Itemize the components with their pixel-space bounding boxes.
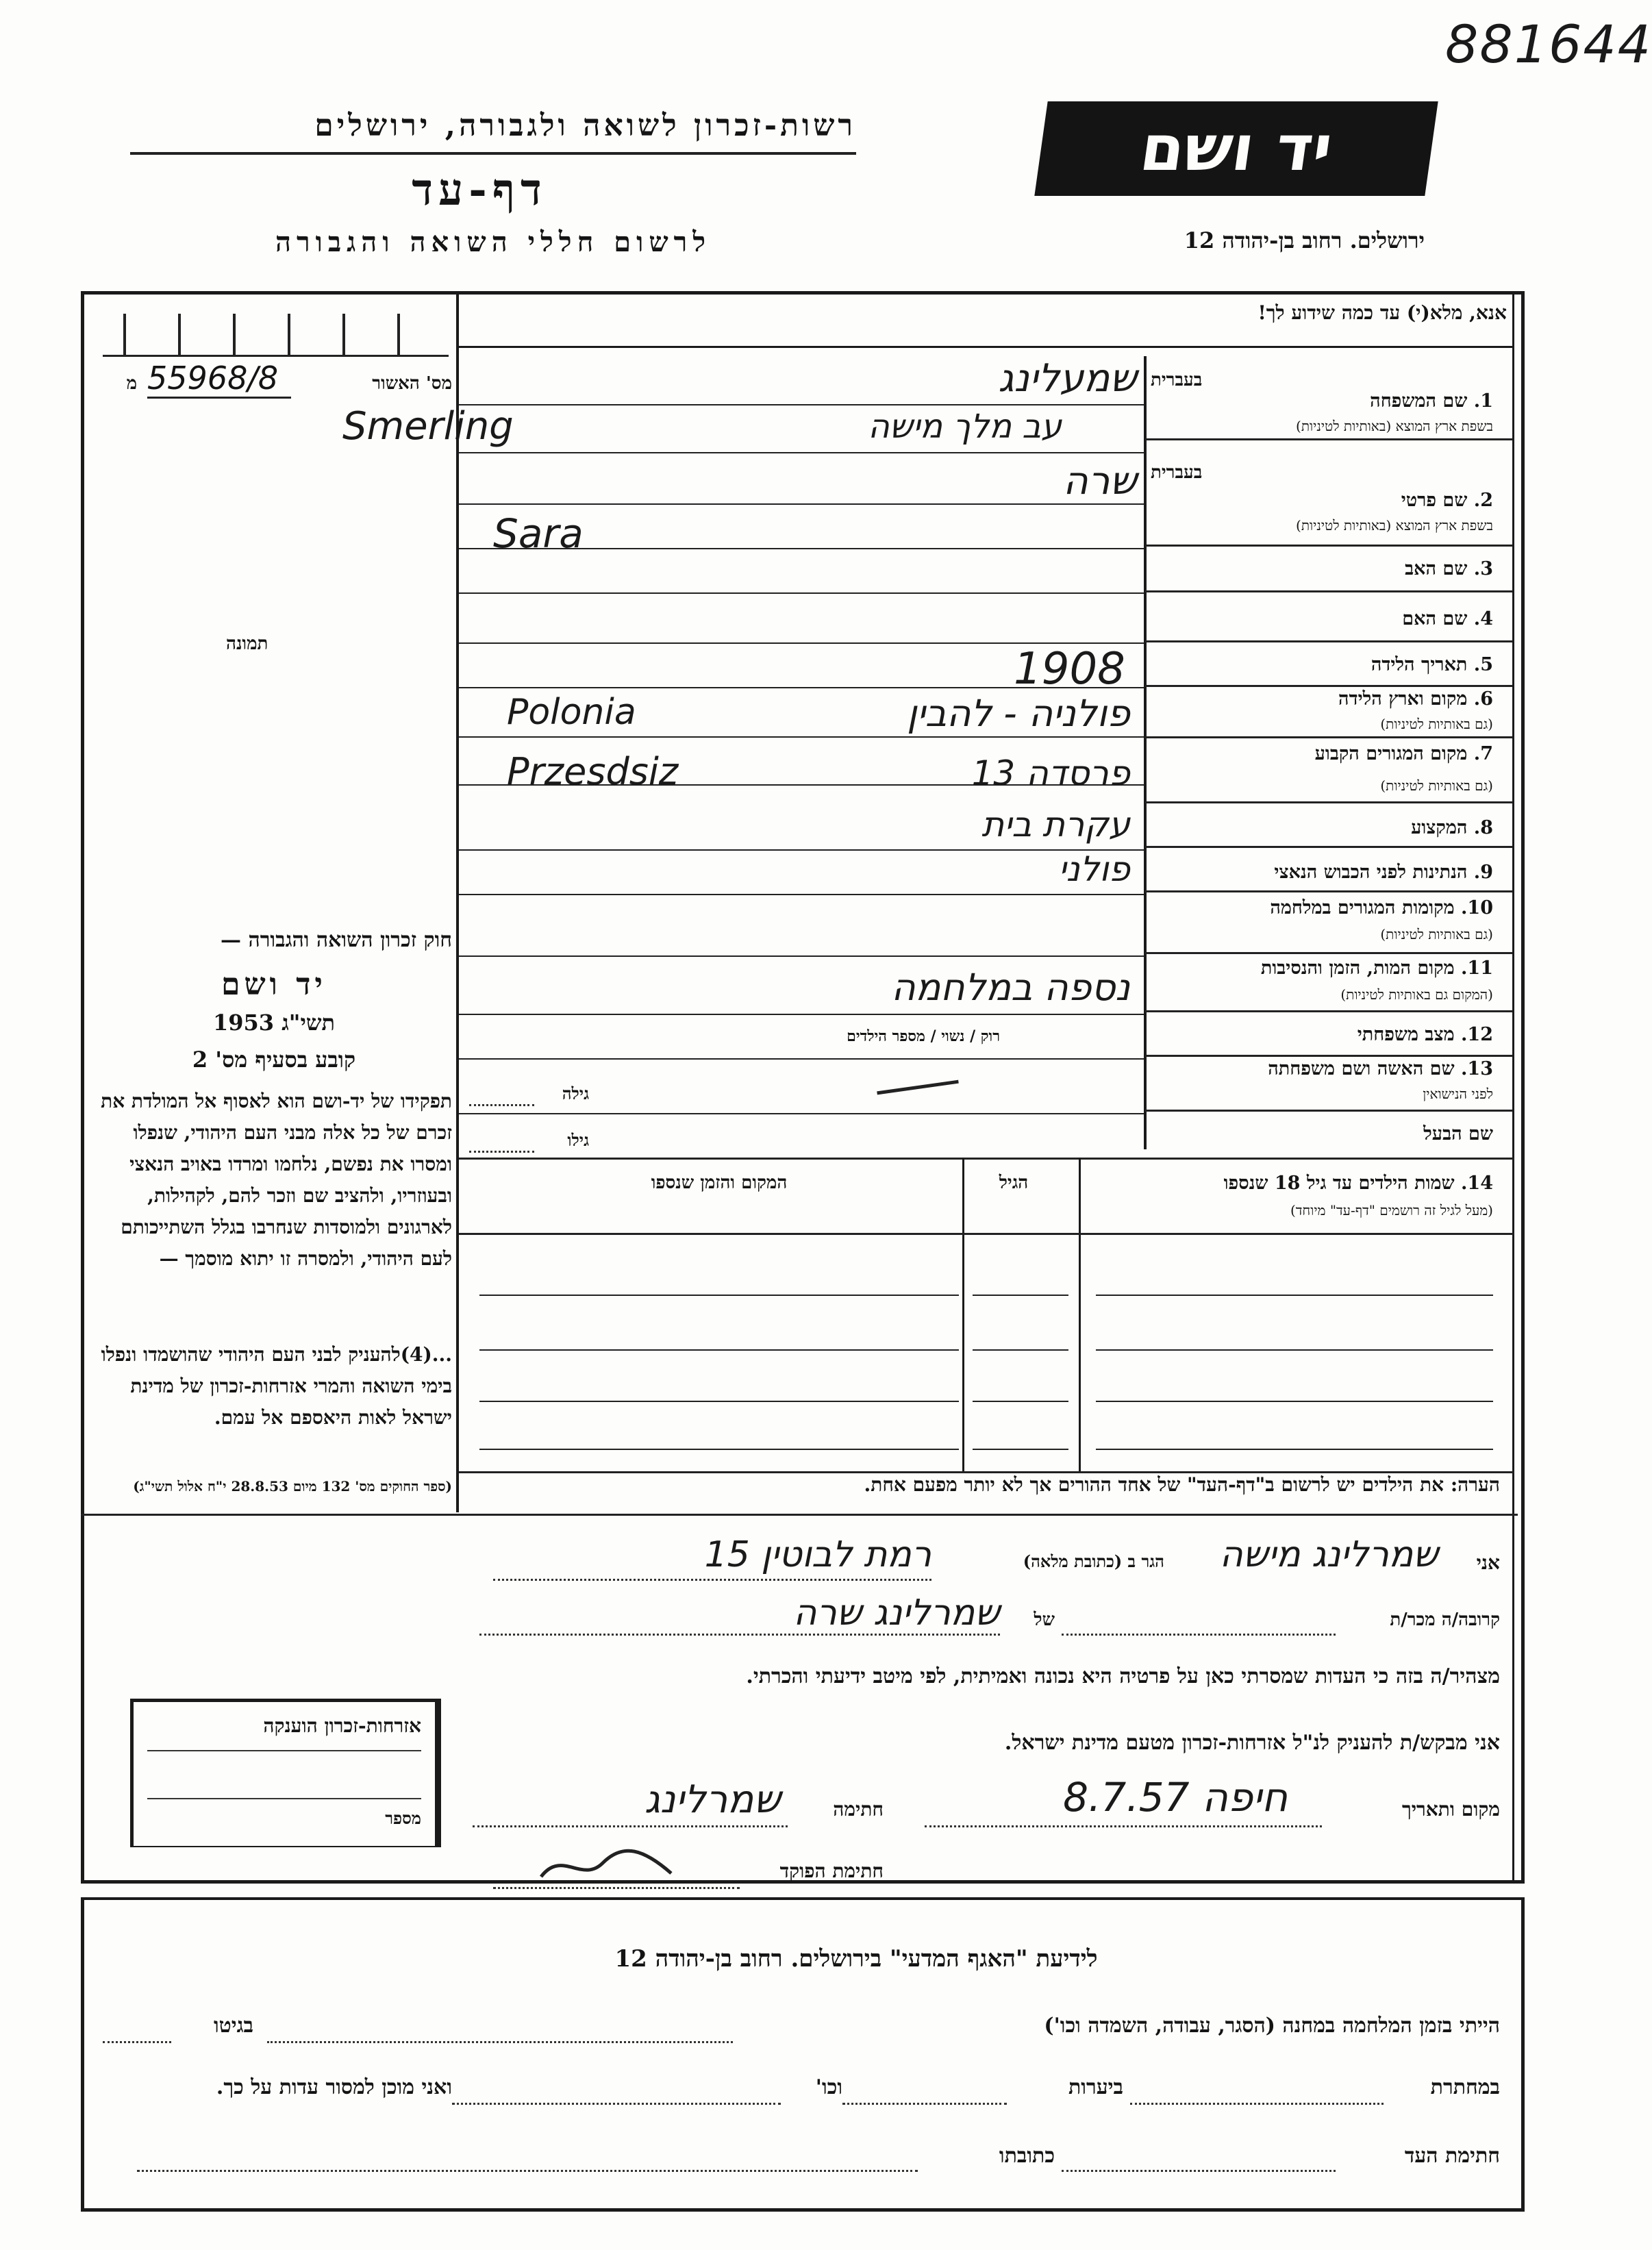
form-title: דף-עד <box>412 164 547 216</box>
field-2-tag: בעברית <box>1151 462 1203 483</box>
bottom-line3-a: חתימת העד <box>1404 2144 1500 2168</box>
law-name: יד ושם <box>221 967 327 1002</box>
children-sub: (מעל לגיל זה רושמים "דף-עד" מיוחד) <box>1290 1202 1493 1218</box>
field-6-label: 6. מקום וארץ הלידה <box>1338 688 1493 710</box>
field-11-value: נספה במלחמה <box>891 966 1130 1009</box>
label-column-divider <box>1144 356 1147 1149</box>
authority-underline <box>130 152 856 155</box>
bottom-line2-b: ביערות <box>1068 2075 1123 2099</box>
decl-residing: הגר ב (כתובת מלאה) <box>1023 1551 1164 1571</box>
field-5-value: 1908 <box>1014 644 1125 695</box>
inspector-label: חתימת הפוקד <box>779 1860 884 1882</box>
bottom-line2-a: במחתרת <box>1430 2075 1500 2099</box>
field-6-value-latin: Polonia <box>507 692 636 733</box>
field-10-label: 10. מקומות המגורים במלחמה <box>1270 897 1493 918</box>
husband-label: שם הבעל <box>1423 1123 1493 1145</box>
decl-of: של <box>1034 1610 1055 1630</box>
address: ירושלים. רחוב בן-יהודה 12 <box>1184 227 1425 253</box>
inspector-signature <box>534 1842 685 1890</box>
field-8-label: 8. המקצוע <box>1411 817 1493 838</box>
field-9-label: 9. הנתינות לפני הכבוש הנאצי <box>1274 862 1493 883</box>
bottom-title: לידיעת "האגף המדעי" בירושלים. רחוב בן-יהודה 12 <box>614 1945 1098 1973</box>
field-13-label: 13. שם האשה ושם משפחתה <box>1268 1058 1493 1079</box>
field-7-value: פרסדה 13 <box>971 753 1130 793</box>
field-3-label: 3. שם האב <box>1405 558 1493 579</box>
law-year: תשי"ג 1953 <box>213 1010 335 1036</box>
bottom-line3-b: כתובתו <box>999 2144 1055 2168</box>
photo-label: תמונה <box>226 634 268 654</box>
decl-request: אני מבקש/ת להעניק לנ"ל אזרחות-זכרון מטעם מדינת ישראל. <box>1004 1731 1500 1755</box>
field-1-value: שמעלינג <box>998 356 1137 401</box>
decl-of-value: שמרלינג שרה <box>793 1592 1000 1634</box>
yad-vashem-logo <box>1034 101 1438 196</box>
field-2-value: שרה <box>1063 459 1137 503</box>
place-date-label: מקום ותאריך <box>1401 1798 1500 1821</box>
decl-address-value: רמת לבוטין 15 <box>704 1534 931 1575</box>
field-10-sub: (גם באותיות לטיניות) <box>1380 926 1493 942</box>
husband-age-label: גילו <box>567 1130 589 1150</box>
wife-age-label: גילה <box>562 1084 589 1103</box>
signature-label: חתימה <box>833 1798 884 1821</box>
decl-name-value: שמרלינג מישה <box>1219 1534 1438 1575</box>
field-8-value: עקרת בית <box>981 805 1130 845</box>
left-panel-divider <box>456 295 459 1512</box>
archive-number: 881644 <box>1445 14 1652 75</box>
law-text: תפקידו של יד-ושם הוא לאסוף אל המולדת את זכרם של כל אלה מבני העם היהודי, שנפלו ומסרו את נפשם, נלחמו ומרדו באויב הנאצי ובעוזריו, ולהציב שם וזכר להם, לקהילות, לארגונים ולמוסדות שנחרבו בגלל השתייכותם לעם היהודי, ולמסרה זו יתוא מוסמך — <box>101 1090 452 1270</box>
field-12-label: 12. מצב משפחתי <box>1357 1024 1493 1045</box>
signature-value: שמרלינג <box>644 1777 781 1822</box>
field-7-value-latin: Przesdsiz <box>507 750 679 793</box>
field-1-label: 1. שם המשפחה <box>1370 390 1493 412</box>
certificate-title: אזרחות-זכרון הוענקה <box>263 1714 421 1737</box>
field-13-sub: לפני הנישואין <box>1423 1086 1493 1102</box>
field-1-sub: בשפת ארץ המוצא (באותיות לטיניות) <box>1296 418 1493 434</box>
field-5-label: 5. תאריך הלידה <box>1371 654 1493 675</box>
logo-text: יד ושם <box>1136 112 1337 185</box>
law-reference: (ספר החוקים מס' 132 מיום 28.8.53 י"ח אלול תשי"ג) <box>133 1478 452 1495</box>
field-1-tag: בעברית <box>1151 370 1203 390</box>
right-column-divider <box>1512 291 1514 1880</box>
certificate-box <box>130 1699 438 1847</box>
field-2-sub: בשפת ארץ המוצא (באותיות לטיניות) <box>1296 517 1493 534</box>
decl-ani: אני <box>1476 1551 1500 1574</box>
serial-value: 55968/8 <box>147 360 291 399</box>
field-9-value: פולני <box>1058 849 1130 889</box>
field-1-value-extra: עב מלך מישה <box>868 408 1062 446</box>
certificate-number-label: מספר <box>385 1808 421 1828</box>
field-6-sub: (גם באותיות לטיניות) <box>1380 716 1493 732</box>
place-date-value: חיפה 8.7.57 <box>1063 1774 1288 1821</box>
field-4-label: 4. שם האם <box>1402 608 1493 629</box>
field-2-label: 2. שם פרטי <box>1401 490 1493 511</box>
authority-title: רשות-זכרון לשואה ולגבורה, ירושלים <box>314 108 856 143</box>
bottom-line1-b: בגיטו <box>213 2014 253 2038</box>
decl-relation: קרובה/ה מכר/ת <box>1390 1610 1500 1630</box>
law-text-2: ...(4)להעניק לבני העם היהודי שהושמדו ונפלו בימי השואה והמרי אזרחות-זכרון של מדינת ישראל לאות היאספם אל עמם. <box>101 1343 452 1429</box>
decl-statement: מצהיר/ה בזה כי העדות שמסרתי כאן על פרטיה היא נכונה ואמיתית, לפי מיטב ידיעתי והכרתי. <box>746 1664 1500 1688</box>
bottom-line1: הייתי בזמן המלחמה במחנה (הסגר, עבודה, השמדה וכו') <box>1044 2014 1500 2038</box>
bottom-line2-c: וכו' <box>815 2075 842 2099</box>
field-1-value-latin: Smerling <box>342 404 514 449</box>
field-11-sub: (המקום גם באותיות לטיניות) <box>1340 986 1493 1003</box>
bottom-line2-d: ואני מוכן למסור עדות על כך. <box>216 2075 452 2099</box>
children-col-place: המקום והזמן שנספו <box>651 1173 788 1193</box>
serial-prefix: מ <box>126 373 137 394</box>
children-label: 14. שמות הילדים עד גיל 18 שנספו <box>1223 1173 1493 1194</box>
field-7-label: 7. מקום המגורים הקבוע <box>1314 743 1493 764</box>
serial-box <box>103 314 449 357</box>
field-7-sub: (גם באותיות לטיניות) <box>1380 777 1493 794</box>
serial-label: מס' האשור <box>372 373 452 394</box>
note-text: הערה: את הילדים יש לרשום ב"דף-העד" של אחד ההורים אך לא יותר מפעם אחת. <box>864 1473 1500 1496</box>
bottom-frame <box>81 1897 1525 2212</box>
intro-underline <box>459 346 1514 348</box>
law-title: חוק זכרון השואה והגבורה — <box>221 928 452 952</box>
field-11-label: 11. מקום המות, הזמן והנסיבות <box>1260 958 1493 979</box>
law-clause: קובע בסעיף מס' 2 <box>192 1047 356 1073</box>
field-12-hint: רוק / נשוי / מספר הילדים <box>847 1027 1000 1045</box>
intro-text: אנא, מלא(י) עד כמה שידוע לך! <box>1257 301 1507 324</box>
field-6-value: פולניה - להבין <box>907 692 1130 735</box>
field-2-value-latin: Sara <box>493 510 584 557</box>
form-subtitle: לרשום חללי השואה והגבורה <box>275 226 712 258</box>
children-col-age: הגיל <box>999 1173 1029 1193</box>
